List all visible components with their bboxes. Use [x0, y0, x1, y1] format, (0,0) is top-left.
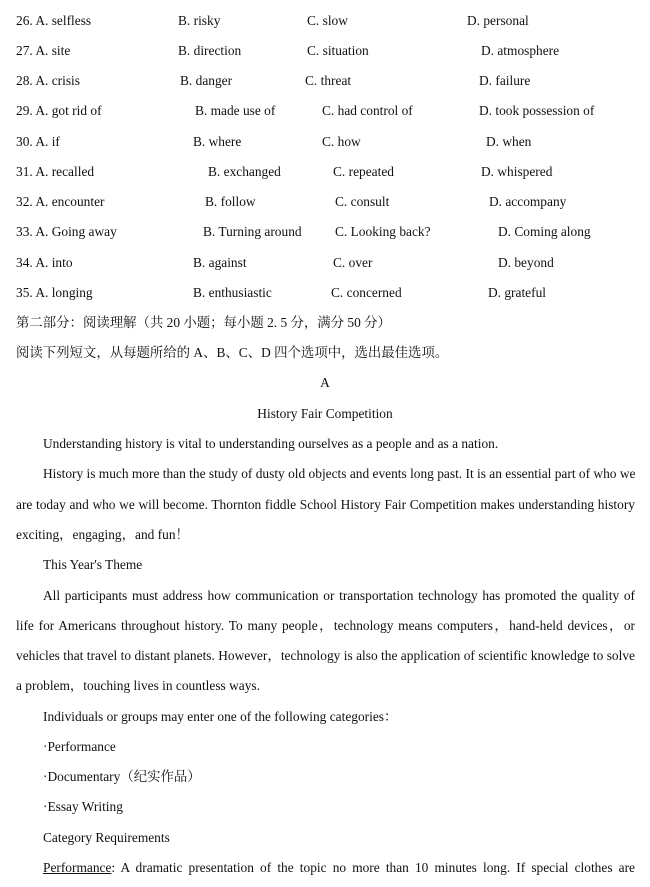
option-c: C. threat: [305, 73, 352, 88]
paragraph-2-line-1: History is much more than the study of dusty old objects and events long past. It is an essential part of who we: [43, 466, 636, 481]
option-d: D. beyond: [498, 255, 554, 270]
option-c: C. had control of: [322, 103, 413, 118]
paragraph-3-line-3: vehicles that travel to distant planets. However，technology is also the application of scientific knowledge to solve: [16, 648, 635, 663]
option-c: C. slow: [307, 13, 348, 28]
option-b: B. against: [193, 255, 247, 270]
option-d: D. failure: [479, 73, 531, 88]
option-a: 28. A. crisis: [16, 73, 80, 88]
option-d: D. grateful: [488, 285, 547, 300]
option-d: D. Coming along: [498, 224, 591, 239]
paragraph-2-line-3: exciting，engaging，and fun！: [16, 527, 189, 542]
option-d: D. accompany: [489, 194, 567, 209]
option-d: D. whispered: [481, 164, 553, 179]
option-d: D. took possession of: [479, 103, 595, 118]
paragraph-3-line-4: a problem，touching lives in countless ways.: [16, 678, 260, 693]
option-b: B. enthusiastic: [193, 285, 272, 300]
passage-letter: A: [320, 375, 330, 390]
option-b: B. where: [193, 134, 242, 149]
option-a: 30. A. if: [16, 134, 60, 149]
option-b: B. follow: [205, 194, 256, 209]
requirements-heading: Category Requirements: [43, 830, 170, 845]
option-d: D. atmosphere: [481, 43, 560, 58]
paragraph-3-line-1: All participants must address how communication or transportation technology has promoted the quality of: [43, 588, 635, 603]
paragraph-2-line-2: are today and who we will become. Thornton fiddle School History Fair Competition makes understanding history: [16, 497, 635, 512]
option-a: 32. A. encounter: [16, 194, 105, 209]
option-b: B. danger: [180, 73, 233, 88]
question-row: [0, 222, 650, 242]
question-row: [0, 71, 650, 91]
theme-heading: This Year's Theme: [43, 557, 143, 572]
passage-title: History Fair Competition: [257, 406, 393, 421]
option-a: 34. A. into: [16, 255, 73, 270]
option-c: C. Looking back?: [335, 224, 431, 239]
question-row: [0, 162, 650, 182]
performance-label: Performance: [43, 860, 112, 875]
category-documentary: ·Documentary（纪实作品）: [43, 769, 201, 784]
performance-requirement: [43, 858, 635, 878]
category-essay-writing: ·Essay Writing: [43, 799, 123, 814]
option-b: B. exchanged: [208, 164, 281, 179]
option-c: C. consult: [335, 194, 390, 209]
section-instruction: 阅读下列短文，从每题所给的 A、B、C、D 四个选项中，选出最佳选项。: [16, 345, 449, 360]
option-a: 35. A. longing: [16, 285, 93, 300]
option-a: 33. A. Going away: [16, 224, 117, 239]
option-b: B. direction: [178, 43, 242, 58]
paragraph-3-line-2: life for Americans throughout history. To many people，technology means computers，hand-held devices，or: [16, 618, 635, 633]
option-c: C. over: [333, 255, 373, 270]
option-c: C. how: [322, 134, 361, 149]
categories-intro: Individuals or groups may enter one of the following categories：: [43, 709, 398, 724]
option-b: B. risky: [178, 13, 221, 28]
option-c: C. situation: [307, 43, 369, 58]
option-a: 27. A. site: [16, 43, 71, 58]
option-d: D. personal: [467, 13, 529, 28]
option-a: 26. A. selfless: [16, 13, 92, 28]
question-row: [0, 283, 650, 303]
question-row: [0, 132, 650, 152]
option-a: 29. A. got rid of: [16, 103, 102, 118]
option-b: B. Turning around: [203, 224, 302, 239]
section-heading: 第二部分：阅读理解（共 20 小题；每小题 2. 5 分，满分 50 分）: [16, 315, 391, 330]
option-a: 31. A. recalled: [16, 164, 95, 179]
option-c: C. repeated: [333, 164, 394, 179]
paragraph-1: Understanding history is vital to understanding ourselves as a people and as a nation.: [43, 436, 499, 451]
category-performance: ·Performance: [43, 739, 116, 754]
question-row: [0, 41, 650, 61]
option-c: C. concerned: [331, 285, 402, 300]
question-row: [0, 253, 650, 273]
question-row: [0, 192, 650, 212]
question-row: [0, 11, 650, 31]
performance-text: : A dramatic presentation of the topic no more than 10 minutes long. If special clothes are: [111, 860, 635, 875]
option-b: B. made use of: [195, 103, 276, 118]
question-row: [0, 101, 650, 121]
option-d: D. when: [486, 134, 532, 149]
